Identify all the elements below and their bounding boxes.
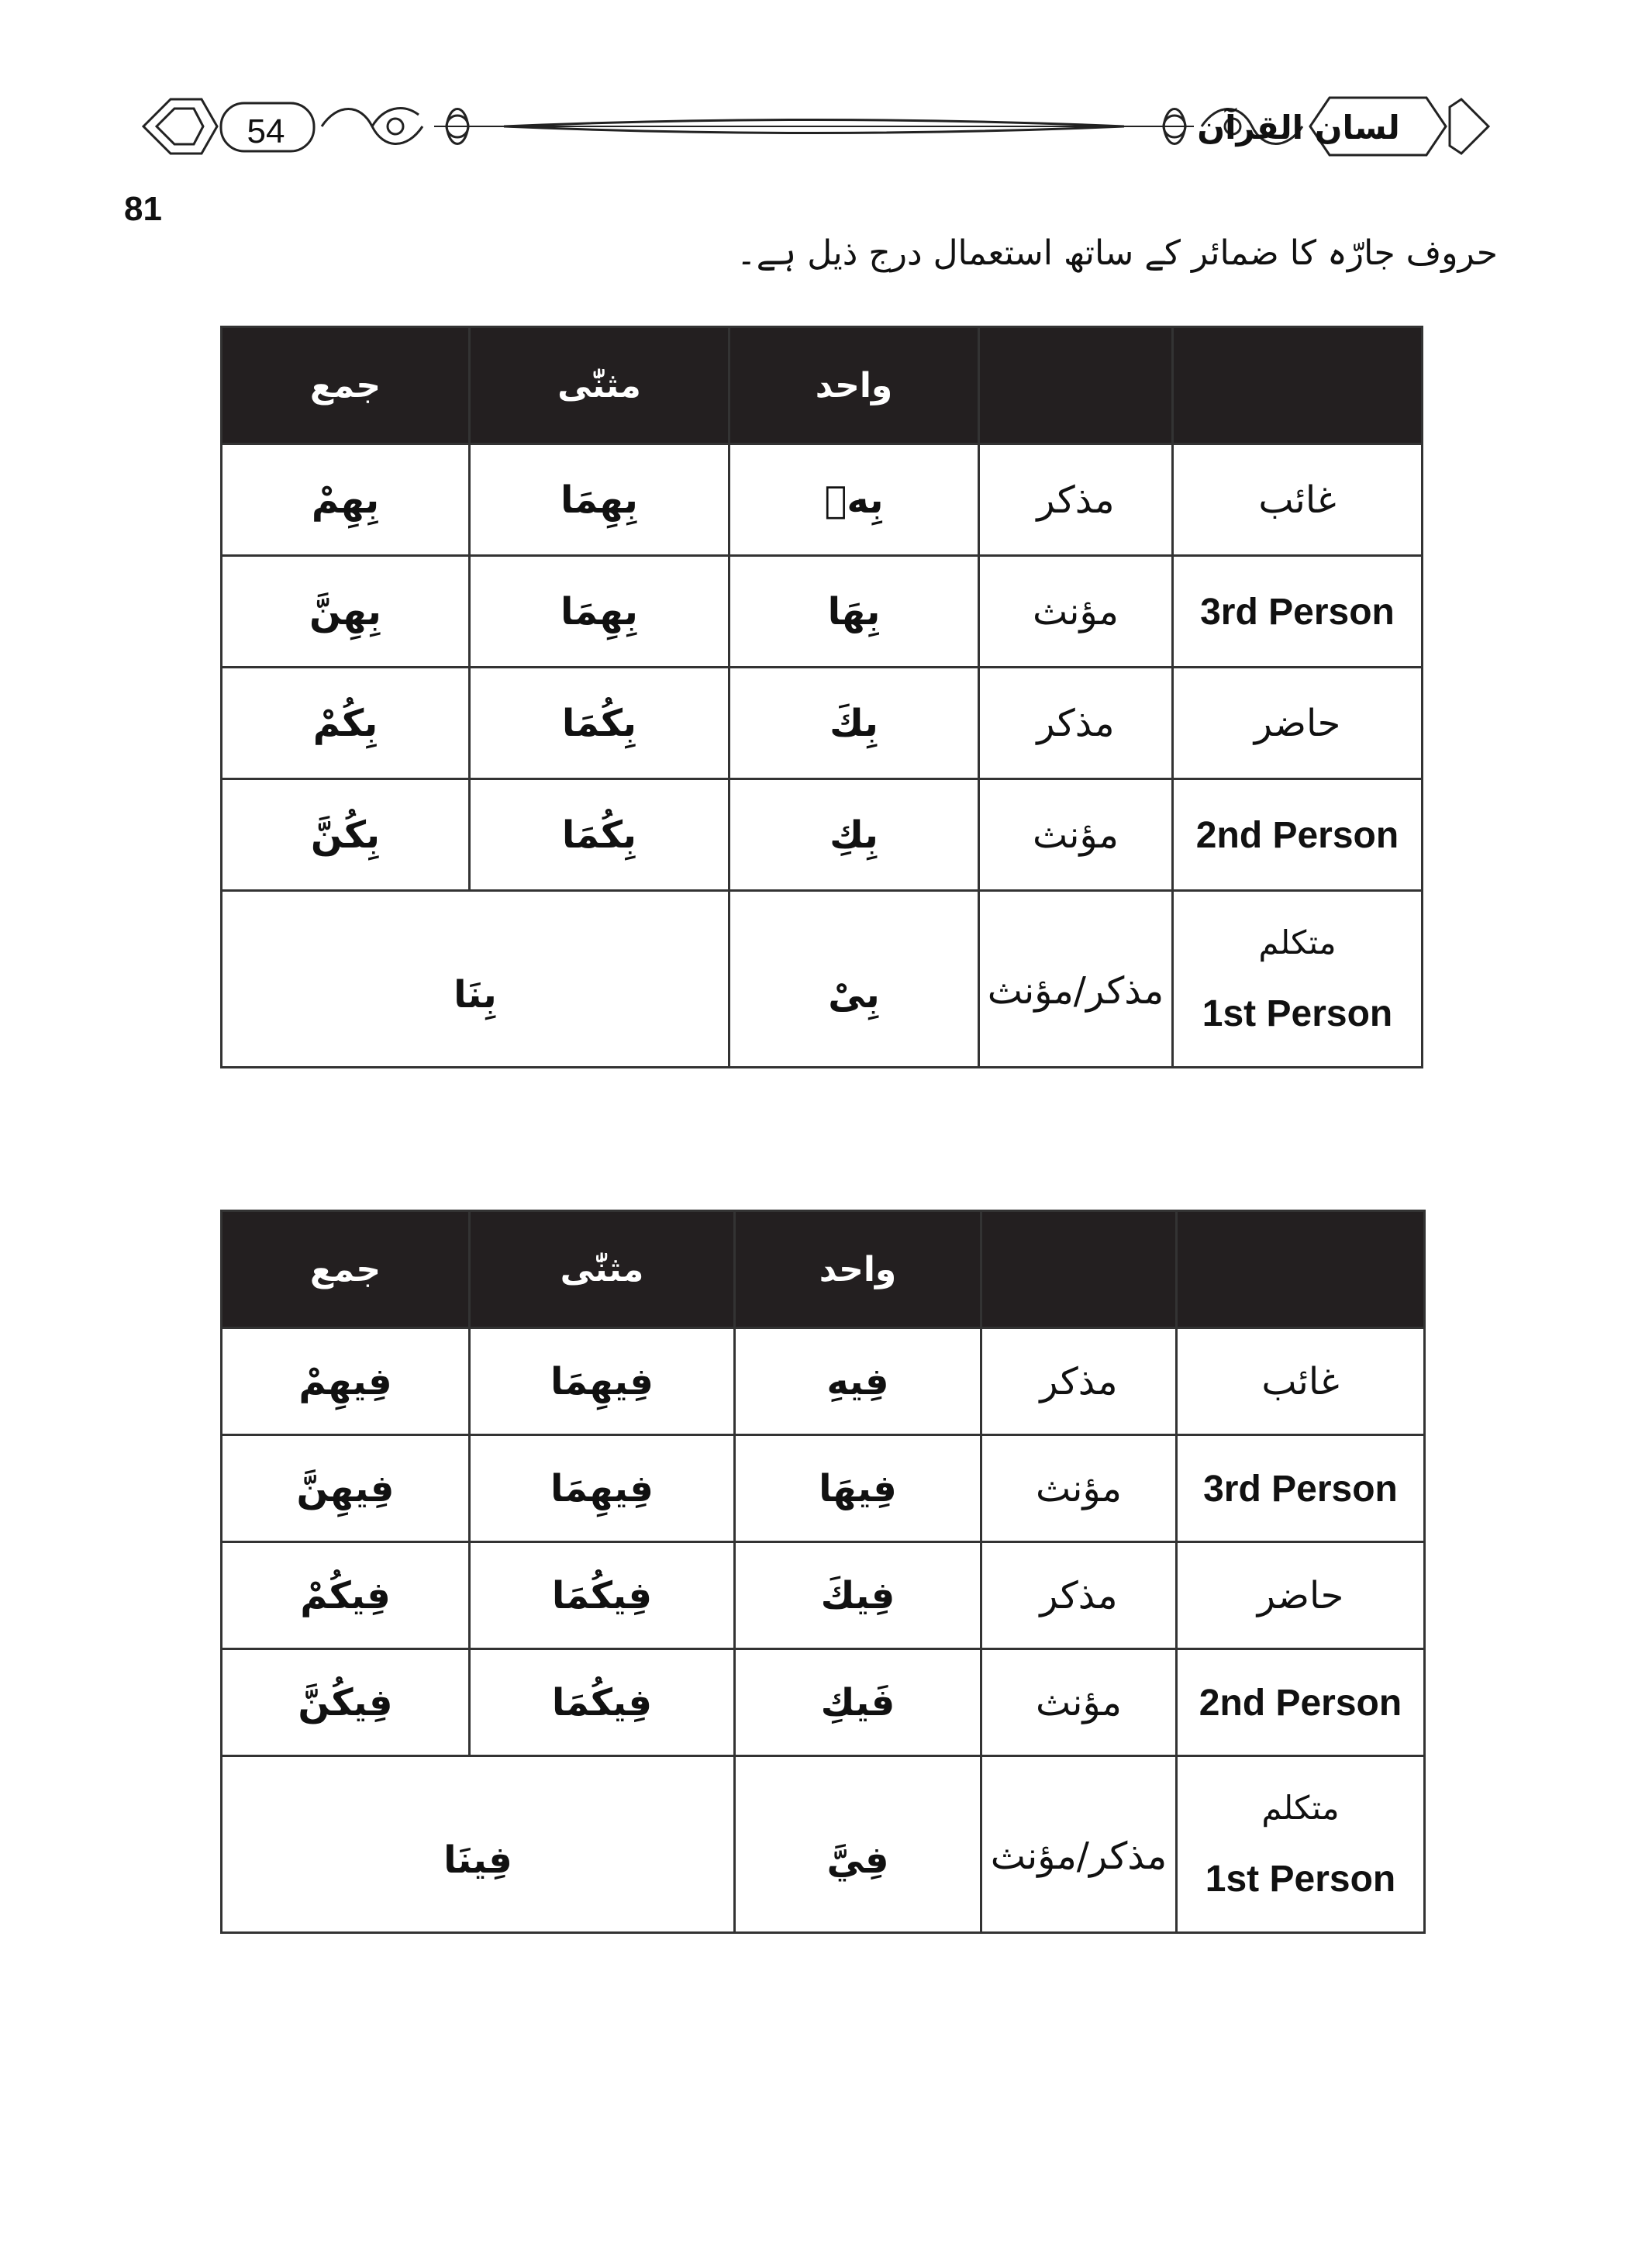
table-row [222, 779, 1423, 891]
side-page-number: 81 [124, 190, 162, 228]
person-label-en: 1st Person [1202, 992, 1393, 1034]
table-row [222, 1328, 1425, 1435]
header-empty-person [1177, 1211, 1425, 1328]
cell-gender: مذکر [979, 444, 1173, 556]
cell-plural: فِيكُمْ [222, 1542, 470, 1649]
cell-plural: بِهِمْ [222, 444, 470, 556]
cell-text: بِنَا [454, 972, 497, 1017]
cell-plural: بِكُنَّ [222, 779, 470, 891]
cell-singular [729, 891, 979, 1068]
cell-person [1173, 779, 1423, 891]
cell-person [1173, 891, 1423, 1068]
header-empty-gender [979, 327, 1173, 444]
header-plural: جمع [222, 1211, 470, 1328]
cell-singular: بِكِ [729, 779, 979, 891]
cell-text: بِیْ [828, 972, 880, 1017]
cell-text: مذکر/مؤنث [987, 968, 1164, 1013]
cell-person [1177, 1756, 1425, 1933]
cell-dual: بِكُمَا [470, 668, 729, 779]
cell-singular: فِيهَا [735, 1435, 981, 1542]
cell-singular: بِهٖ [729, 444, 979, 556]
table-row [222, 668, 1423, 779]
cell-plural: بِهِنَّ [222, 556, 470, 668]
cell-dual: فِيكُمَا [470, 1649, 735, 1756]
cell-gender: مذکر [979, 668, 1173, 779]
cell-gender: مذکر [981, 1542, 1177, 1649]
table-row [222, 556, 1423, 668]
header-dual: مثنّٰی [470, 1211, 735, 1328]
cell-plural: فِيهِمْ [222, 1328, 470, 1435]
header-empty-person [1173, 327, 1423, 444]
table-row [222, 444, 1423, 556]
intro-text: حروف جارّہ کا ضمائر کے ساتھ استعمال درج ذیل ہے۔ [736, 233, 1498, 273]
cell-gender: مؤنث [979, 556, 1173, 668]
pronoun-table-bi [220, 326, 1423, 1068]
cell-dual: فِيهِمَا [470, 1328, 735, 1435]
cell-gender: مؤنث [981, 1649, 1177, 1756]
cell-gender: مؤنث [981, 1435, 1177, 1542]
cell-dual: فِيكُمَا [470, 1542, 735, 1649]
cell-gender [981, 1756, 1177, 1933]
cell-singular: بِكَ [729, 668, 979, 779]
cell-person [1173, 556, 1423, 668]
cell-dual: بِكُمَا [470, 779, 729, 891]
header-singular: واحد [735, 1211, 981, 1328]
table-row [222, 1435, 1425, 1542]
person-label-en: 2nd Person [1199, 1682, 1402, 1724]
person-label-ur: متکلم [1258, 923, 1337, 961]
cell-plural-dual [222, 1756, 735, 1933]
table-header-row [222, 327, 1423, 444]
cell-singular: فَيكِ [735, 1649, 981, 1756]
person-label-en: 3rd Person [1200, 591, 1395, 633]
header-plural: جمع [222, 327, 470, 444]
cell-plural: فِيكُنَّ [222, 1649, 470, 1756]
cell-person [1177, 1649, 1425, 1756]
header-singular: واحد [729, 327, 979, 444]
cell-person: حاضر [1173, 668, 1423, 779]
cell-text: فِيَّ [826, 1838, 889, 1882]
cell-gender: مؤنث [979, 779, 1173, 891]
table-row [222, 1542, 1425, 1649]
cell-plural-dual [222, 891, 729, 1068]
person-label-en: 3rd Person [1203, 1468, 1398, 1510]
pronoun-table-fi [220, 1210, 1426, 1934]
page-number: 54 [247, 112, 285, 150]
person-label-en: 1st Person [1205, 1858, 1396, 1900]
cell-plural: بِكُمْ [222, 668, 470, 779]
cell-dual: بِهِمَا [470, 556, 729, 668]
cell-singular: بِهَا [729, 556, 979, 668]
cell-person: حاضر [1177, 1542, 1425, 1649]
cell-singular: فِيكَ [735, 1542, 981, 1649]
cell-person: غائب [1177, 1328, 1425, 1435]
table-row [222, 1756, 1425, 1933]
table-header-row [222, 1211, 1425, 1328]
cell-text: فِينَا [443, 1838, 512, 1882]
cell-plural: فِيهِنَّ [222, 1435, 470, 1542]
cell-singular: فِيهِ [735, 1328, 981, 1435]
person-label-en: 2nd Person [1195, 814, 1399, 856]
cell-gender: مذکر [981, 1328, 1177, 1435]
table-row [222, 891, 1423, 1068]
header-empty-gender [981, 1211, 1177, 1328]
table-row [222, 1649, 1425, 1756]
cell-dual: فِيهِمَا [470, 1435, 735, 1542]
cell-text: مذکر/مؤنث [990, 1834, 1168, 1878]
cell-gender [979, 891, 1173, 1068]
book-title: لسان القرآن [1197, 109, 1400, 147]
header-dual: مثنّٰی [470, 327, 729, 444]
cell-dual: بِهِمَا [470, 444, 729, 556]
person-label-ur: متکلم [1261, 1788, 1340, 1827]
cell-singular [735, 1756, 981, 1933]
cell-person [1177, 1435, 1425, 1542]
cell-person: غائب [1173, 444, 1423, 556]
